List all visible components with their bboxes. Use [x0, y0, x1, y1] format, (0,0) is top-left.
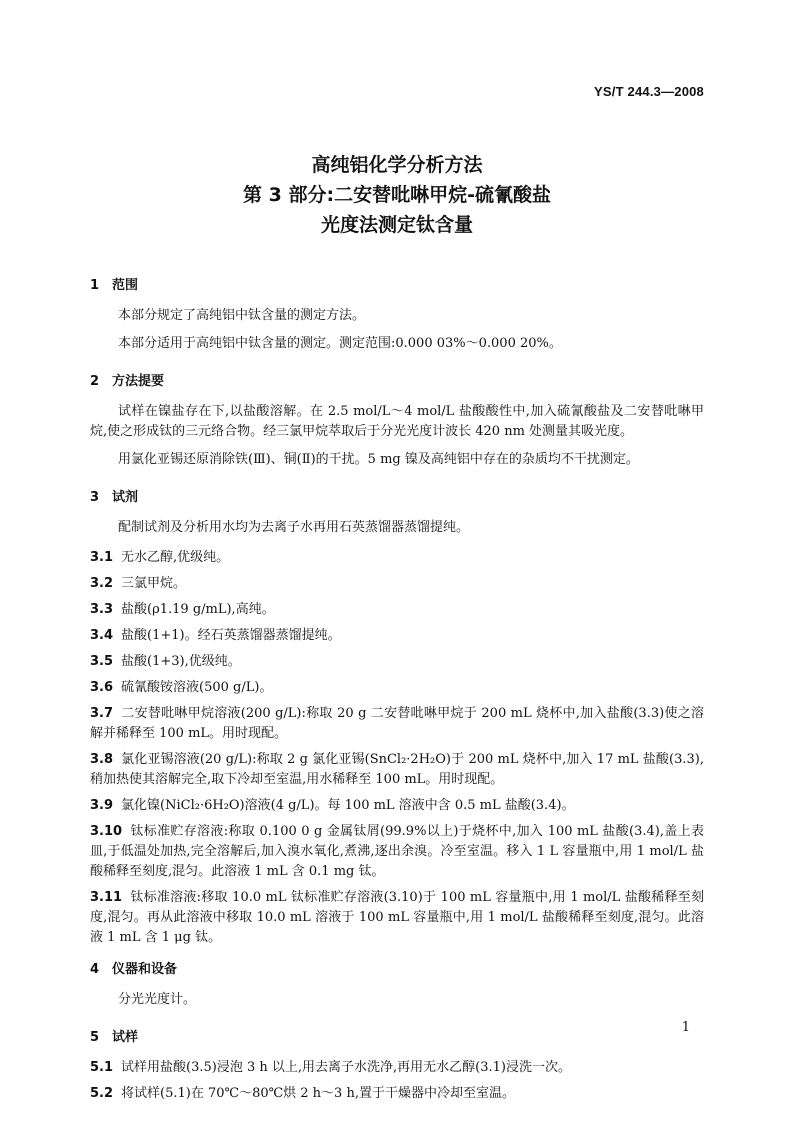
item-text: 无水乙醇,优级纯。: [121, 550, 230, 565]
item-text: 钛标准贮存溶液:称取 0.100 0 g 金属钛屑(99.9%以上)于烧杯中,加入 100 mL 盐酸(3.4),盖上表皿,于低温处加热,完全溶解后,加入溴水氧化,煮沸,逐出余溴。冷至室温。移入 1 L 容量瓶中,用 1 mol/L 盐酸稀释至刻度,混匀。此溶液 1 mL 含 0.1 mg 钛。: [90, 824, 704, 879]
list-item: [90, 678, 704, 698]
paragraph: 配制试剂及分析用水均为去离子水再用石英蒸馏器蒸馏提纯。: [118, 520, 470, 535]
item-number: 3.7: [90, 706, 114, 721]
section-title: 范围: [112, 278, 139, 293]
paragraph: 本部分规定了高纯铝中钛含量的测定方法。: [118, 308, 366, 323]
item-text: 氯化亚锡溶液(20 g/L):称取 2 g 氯化亚锡(SnCl₂·2H₂O)于 200 mL 烧杯中,加入 17 mL 盐酸(3.3),稍加热使其溶解完全,取下冷却至室温,用水稀释至 100 mL。用时现配。: [90, 752, 704, 787]
list-item: [90, 600, 704, 620]
item-text: 盐酸(1+3),优级纯。: [121, 654, 241, 669]
item-text: 硫氰酸铵溶液(500 g/L)。: [121, 680, 273, 695]
item-number: 3.6: [90, 680, 114, 695]
item-number: 3.11: [90, 890, 123, 905]
list-item: [90, 1084, 704, 1104]
title-line-3: 光度法测定钛含量: [320, 214, 473, 236]
item-text: 二安替吡啉甲烷溶液(200 g/L):称取 20 g 二安替吡啉甲烷于 200 mL 烧杯中,加入盐酸(3.3)使之溶解并稀释至 100 mL。用时现配。: [90, 706, 704, 741]
section-number: 1: [90, 278, 100, 293]
list-item: [90, 1058, 704, 1078]
paragraph: 用氯化亚锡还原消除铁(Ⅲ)、铜(Ⅱ)的干扰。5 mg 镍及高纯铝中存在的杂质均不干扰测定。: [118, 452, 639, 467]
paragraph: 分光光度计。: [118, 992, 197, 1007]
section-title: 仪器和设备: [112, 962, 178, 977]
item-text: 盐酸(1+1)。经石英蒸馏器蒸馏提纯。: [121, 628, 341, 643]
section-number: 5: [90, 1030, 100, 1045]
item-number: 3.10: [90, 824, 123, 839]
title-line-2: 第 3 部分:二安替吡啉甲烷-硫氰酸盐: [243, 184, 551, 206]
list-item: [90, 574, 704, 594]
item-number: 3.2: [90, 576, 114, 591]
document-body: [90, 276, 704, 1110]
section-title: 试样: [112, 1030, 139, 1045]
item-number: 3.5: [90, 654, 114, 669]
item-number: 3.4: [90, 628, 114, 643]
item-number: 3.3: [90, 602, 114, 617]
list-item: [90, 822, 704, 882]
item-text: 试样用盐酸(3.5)浸泡 3 h 以上,用去离子水洗净,再用无水乙醇(3.1)浸洗一次。: [121, 1060, 571, 1075]
standard-code: YS/T 244.3—2008: [594, 84, 704, 99]
list-item: [90, 888, 704, 948]
item-number: 3.8: [90, 752, 114, 767]
section-number: 3: [90, 490, 100, 505]
item-number: 3.9: [90, 798, 114, 813]
list-item: [90, 796, 704, 816]
section-heading-sample: [90, 1028, 704, 1048]
list-item: [90, 652, 704, 672]
item-text: 盐酸(ρ1.19 g/mL),高纯。: [121, 602, 275, 617]
item-text: 将试样(5.1)在 70℃～80℃烘 2 h～3 h,置于干燥器中冷却至室温。: [121, 1086, 515, 1101]
section-title: 试剂: [112, 490, 139, 505]
item-text: 三氯甲烷。: [121, 576, 187, 591]
page-number: 1: [681, 1020, 690, 1035]
section-number: 2: [90, 374, 100, 389]
section-heading-apparatus: [90, 960, 704, 980]
section-heading-reagents: [90, 488, 704, 508]
paragraph: 本部分适用于高纯铝中钛含量的测定。测定范围:0.000 03%～0.000 20%。: [118, 336, 562, 351]
item-number: 3.1: [90, 550, 114, 565]
list-item: [90, 548, 704, 568]
list-item: [90, 626, 704, 646]
section-title: 方法提要: [112, 374, 165, 389]
section-heading-principle: [90, 372, 704, 392]
paragraph: 试样在镍盐存在下,以盐酸溶解。在 2.5 mol/L～4 mol/L 盐酸酸性中,加入硫氰酸盐及二安替吡啉甲烷,使之形成钛的三元络合物。经三氯甲烷萃取后于分光光度计波长 420 nm 处测量其吸光度。: [90, 404, 704, 439]
item-number: 5.1: [90, 1060, 114, 1075]
section-heading-scope: [90, 276, 704, 296]
document-title: [0, 150, 794, 240]
item-number: 5.2: [90, 1086, 114, 1101]
title-line-1: 高纯铝化学分析方法: [311, 154, 483, 176]
item-text: 氯化镍(NiCl₂·6H₂O)溶液(4 g/L)。每 100 mL 溶液中含 0.5 mL 盐酸(3.4)。: [121, 798, 575, 813]
item-text: 钛标准溶液:移取 10.0 mL 钛标准贮存溶液(3.10)于 100 mL 容量瓶中,用 1 mol/L 盐酸稀释至刻度,混匀。再从此溶液中移取 10.0 mL 溶液于 100 mL 容量瓶中,用 1 mol/L 盐酸稀释至刻度,混匀。此溶液 1 mL 含 1 μg 钛。: [90, 890, 704, 945]
section-number: 4: [90, 962, 100, 977]
list-item: [90, 704, 704, 744]
list-item: [90, 750, 704, 790]
